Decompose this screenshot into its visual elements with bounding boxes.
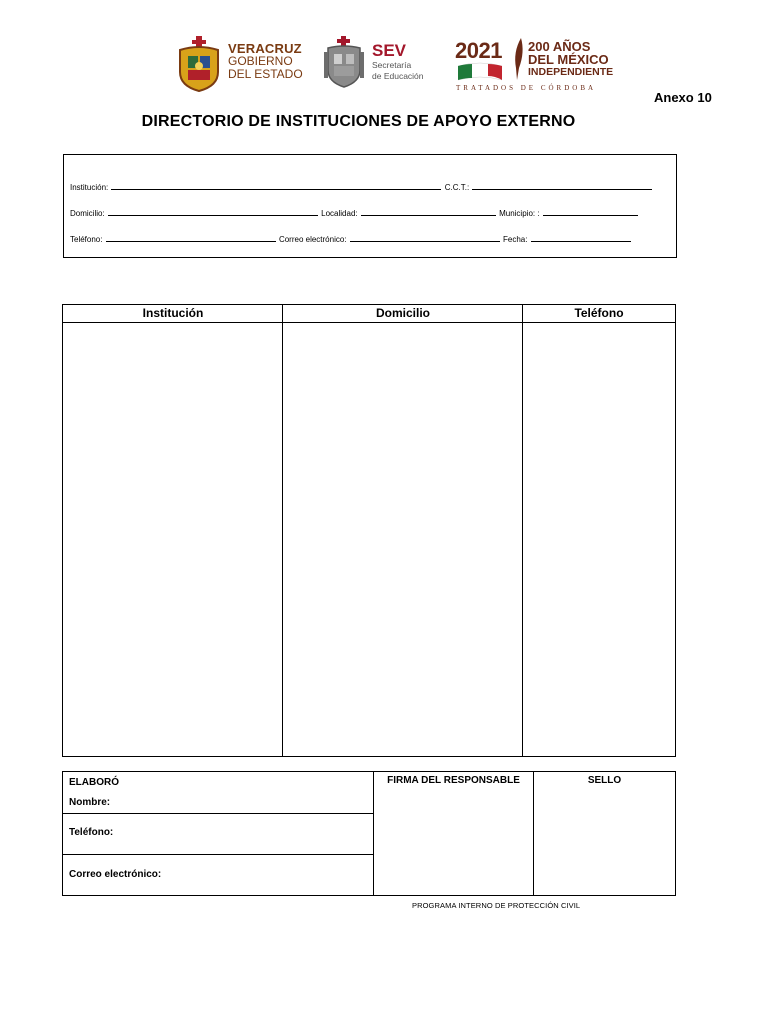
sev-logo: [372, 42, 424, 82]
info-row-1: [70, 181, 653, 192]
info-row-2: [70, 207, 639, 218]
institution-info-box: [63, 154, 677, 258]
column-header-domicilio: Domicilio: [283, 305, 523, 323]
elaboro-cell[interactable]: [63, 772, 374, 814]
sev-line3: de Educación: [372, 71, 424, 81]
anniversary-line1: 200 AÑOS: [528, 39, 591, 54]
column-header-institucion: Institución: [63, 305, 283, 323]
municipio-label: Municipio: :: [499, 209, 540, 218]
veracruz-line1: VERACRUZ: [228, 41, 302, 56]
domicilio-label: Domicilio:: [70, 209, 105, 218]
sev-emblem-icon: [322, 36, 366, 88]
column-divider: [522, 305, 523, 756]
info-row-3: [70, 233, 632, 244]
fecha-field[interactable]: [531, 233, 631, 242]
directory-table: [62, 304, 676, 757]
domicilio-field[interactable]: [108, 207, 318, 216]
cct-label: C.C.T.:: [444, 183, 470, 192]
anniversary-year: 2021: [455, 38, 502, 63]
telefono-field[interactable]: [106, 233, 276, 242]
telefono-label: Teléfono:: [70, 235, 103, 244]
anniversary-line3: INDEPENDIENTE: [528, 66, 614, 78]
mexican-flag-icon: [458, 62, 502, 82]
sev-line1: SEV: [372, 41, 407, 60]
column-header-telefono: Teléfono: [523, 305, 675, 323]
anniversary-logo: [528, 40, 613, 79]
municipio-field[interactable]: [543, 207, 638, 216]
telefono-cell[interactable]: [63, 814, 374, 855]
sello-label: SELLO: [587, 775, 622, 786]
correo-label: Correo electrónico:: [278, 235, 347, 244]
localidad-label: Localidad:: [321, 209, 358, 218]
veracruz-coat-of-arms-icon: [176, 36, 222, 92]
anniversary-line2: DEL MÉXICO: [528, 52, 609, 67]
signature-correo-label: Correo electrónico:: [69, 869, 162, 880]
footer-program-text: PROGRAMA INTERNO DE PROTECCIÓN CIVIL: [412, 901, 581, 910]
signature-telefono-label: Teléfono:: [69, 827, 114, 838]
correo-field[interactable]: [350, 233, 500, 242]
elaboro-label: ELABORÓ: [69, 777, 119, 788]
veracruz-gobierno-logo: [228, 42, 303, 81]
cct-field[interactable]: [472, 181, 652, 190]
institution-field[interactable]: [111, 181, 441, 190]
institution-label: Institución:: [70, 183, 109, 192]
signature-table: [62, 771, 676, 896]
annex-label: Anexo 10: [654, 90, 712, 105]
sev-line2: Secretaría: [372, 60, 412, 70]
sello-cell[interactable]: [534, 772, 675, 786]
fecha-label: Fecha:: [503, 235, 528, 244]
firma-label: FIRMA DEL RESPONSABLE: [387, 775, 520, 786]
nombre-label: Nombre:: [69, 797, 111, 808]
column-divider: [282, 305, 283, 756]
page-title: DIRECTORIO DE INSTITUCIONES DE APOYO EXTERNO: [141, 113, 576, 130]
firma-responsable-cell[interactable]: [374, 772, 534, 895]
tratados-de-cordoba-text: TRATADOS DE CÓRDOBA: [456, 84, 597, 92]
veracruz-line3: DEL ESTADO: [228, 67, 303, 81]
feather-quill-icon: [513, 38, 525, 80]
correo-cell[interactable]: [63, 855, 374, 896]
localidad-field[interactable]: [361, 207, 496, 216]
veracruz-line2: GOBIERNO: [228, 54, 293, 68]
